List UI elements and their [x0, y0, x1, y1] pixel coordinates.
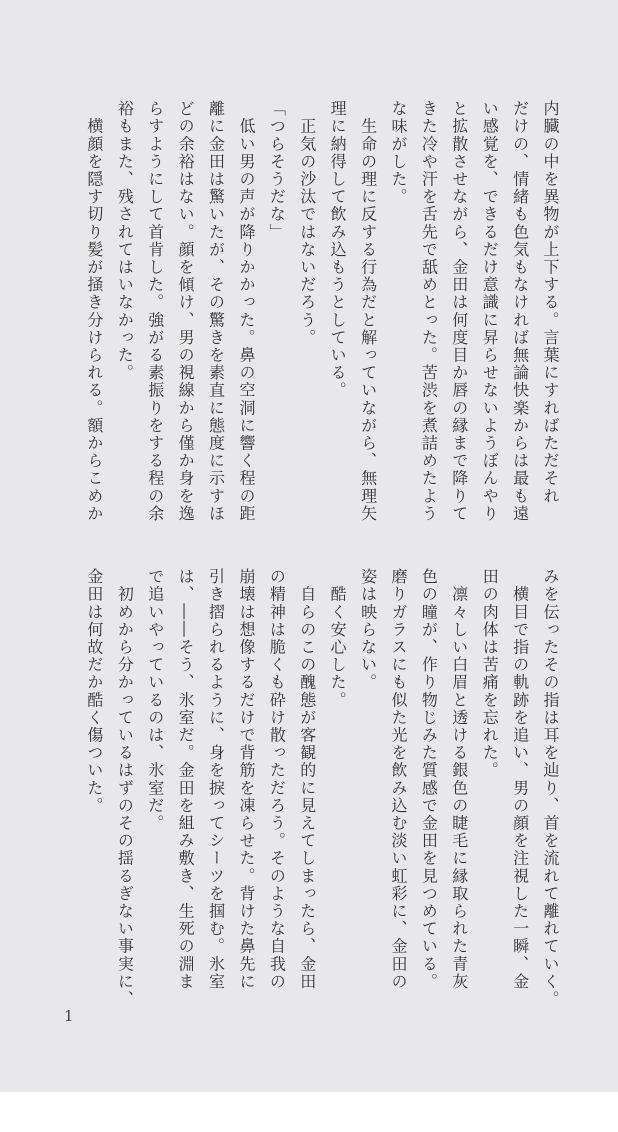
text-line: 横顔を隠す切り髪が掻き分けられる。額からこめか [84, 100, 104, 523]
text-line: 横目で指の軌跡を追い、男の顔を注視した一瞬、金 [510, 568, 530, 991]
text-line: 磨りガラスにも似た光を飲み込む淡い虹彩に、金田の [388, 568, 408, 991]
text-line: 酷く安心した。 [328, 568, 348, 709]
text-line: 姿は映らない。 [358, 568, 378, 692]
text-block-top [79, 100, 566, 530]
text-line: 「つらそうだな」 [267, 100, 287, 241]
text-line: 凛々しい白眉と透ける銀色の睫毛に縁取られた青灰 [449, 568, 469, 991]
text-line: どの余裕はない。顔を傾け、男の視線から僅か身を逸 [176, 100, 196, 523]
text-line: 離に金田は驚いたが、その驚きを素直に態度に示すほ [206, 100, 226, 523]
text-line: きた冷や汗を舌先で舐めとった。苦渋を煮詰めたよう [419, 100, 439, 523]
text-line: は、――そう、氷室だ。金田を組み敷き、生死の淵ま [176, 568, 196, 991]
text-line: 田の肉体は苦痛を忘れた。 [480, 568, 500, 780]
text-line: 裕もまた、残されてはいなかった。 [115, 100, 135, 382]
text-line: 正気の沙汰ではないだろう。 [297, 100, 317, 347]
text-line: みを伝ったその指は耳を辿り、首を流れて離れていく。 [541, 568, 560, 1008]
text-line: 内臓の中を異物が上下する。言葉にすればただそれ [541, 100, 560, 505]
text-line: と拡散させながら、金田は何度目か唇の縁まで降りて [449, 100, 469, 523]
text-line: 低い男の声が降りかかった。鼻の空洞に響く程の距 [236, 100, 256, 523]
text-line: の精神は脆くも砕け散っただろう。そのような自我の [267, 568, 287, 991]
text-line: 理に納得して飲み込もうとしている。 [328, 100, 348, 400]
text-line: 初めから分かっているはずのその揺るぎない事実に、 [115, 568, 135, 1008]
text-line: 色の瞳が、作り物じみた質感で金田を見つめている。 [419, 568, 439, 991]
text-line: い感覚を、できるだけ意識に昇らせないようぼんやり [480, 100, 500, 523]
text-line: 金田は何故だか酷く傷ついた。 [84, 568, 104, 815]
text-line: だけの、情緒も色気もなければ無論快楽からは最も遠 [510, 100, 530, 523]
text-line: 生命の理に反する行為だと解っていながら、無理矢 [358, 100, 378, 523]
text-block-bottom [79, 568, 566, 1018]
text-line: な味がした。 [388, 100, 408, 206]
page-number: 1 [64, 1007, 74, 1025]
text-line: で追いやっているのは、氷室だ。 [145, 568, 165, 832]
text-line: 引き摺られるように、身を捩ってシーツを掴む。氷室 [206, 568, 226, 991]
text-line: 自らのこの醜態が客観的に見えてしまったら、金田 [297, 568, 317, 991]
text-line: らすようにして首肯した。強がる素振りをする程の余 [145, 100, 165, 523]
text-line: 崩壊は想像するだけで背筋を凍らせた。背けた鼻先に [236, 568, 256, 991]
